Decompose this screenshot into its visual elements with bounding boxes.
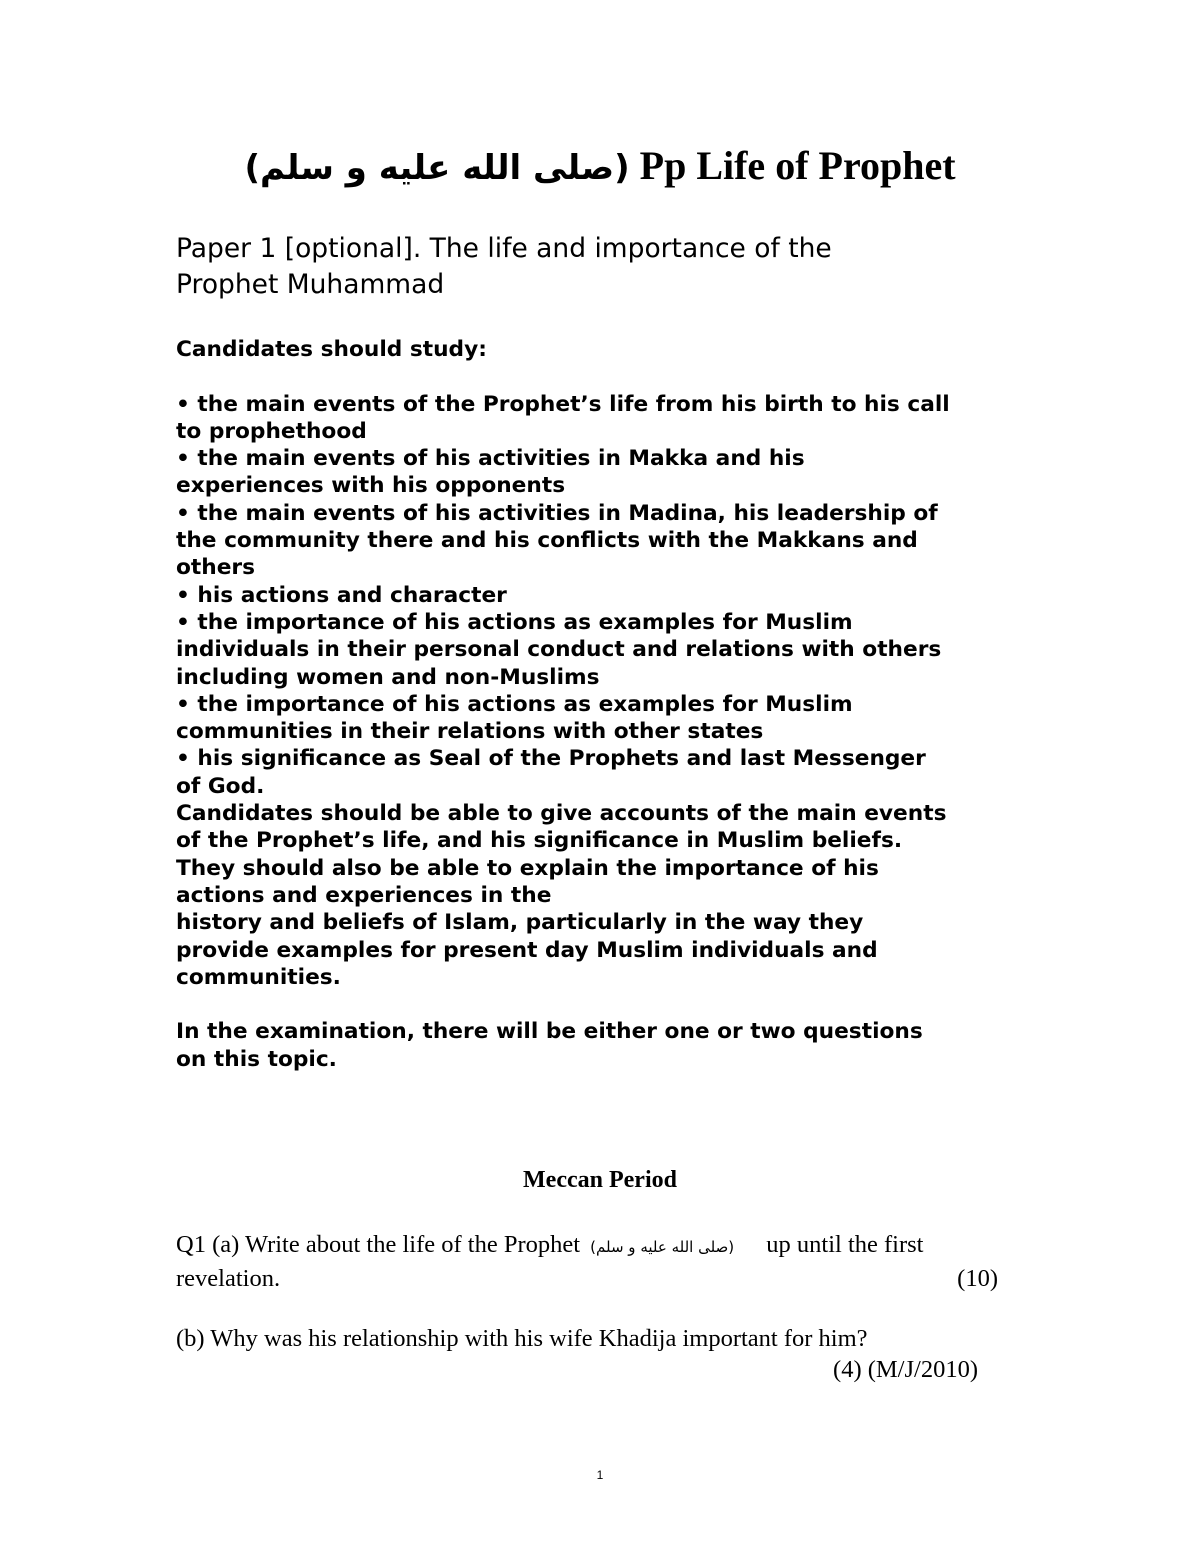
syllabus-line: individuals in their personal conduct and relations with others — [176, 637, 942, 663]
syllabus-line: provide examples for present day Muslim individuals and — [176, 937, 878, 963]
syllabus-line: of God. — [176, 773, 265, 799]
page-title — [0, 140, 1200, 194]
question-continuation: revelation. — [176, 1265, 281, 1292]
subtitle-line: Prophet Muhammad — [176, 269, 445, 300]
syllabus-line: • the main events of his activities in Madina, his leadership of — [176, 500, 938, 526]
spacer — [176, 991, 1036, 1018]
syllabus-line: others — [176, 555, 256, 581]
syllabus-line: Candidates should be able to give accounts of the main events — [176, 801, 947, 827]
subtitle-line: Paper 1 [optional]. The life and importance of the — [176, 233, 832, 264]
question-text: (b) Why was his relationship with his wife Khadija important for him? — [176, 1325, 868, 1352]
syllabus-line: • the importance of his actions as examples for Muslim — [176, 691, 853, 717]
syllabus-line: • the main events of his activities in Makka and his — [176, 446, 805, 472]
arabic-blessing: (صلى الله عليه و سلم) — [590, 1238, 735, 1256]
question-suffix: up until the first — [766, 1231, 924, 1258]
question-marks: (4) (M/J/2010) — [833, 1356, 978, 1383]
syllabus-line: • his significance as Seal of the Prophets and last Messenger — [176, 746, 926, 772]
syllabus-line: actions and experiences in the — [176, 882, 552, 908]
syllabus-line: • the main events of the Prophet’s life from his birth to his call — [176, 391, 950, 417]
syllabus-line: to prophethood — [176, 418, 367, 444]
syllabus-line: history and beliefs of Islam, particularly in the way they — [176, 910, 864, 936]
question-line — [176, 1263, 998, 1294]
title-text: Pp Life of Prophet — [639, 143, 956, 188]
syllabus-line: • the importance of his actions as examples for Muslim — [176, 609, 853, 635]
syllabus-line: • his actions and character — [176, 582, 507, 608]
question-line — [176, 1229, 998, 1263]
question-marks: (10) — [957, 1265, 998, 1292]
syllabus-line: of the Prophet’s life, and his significance in Muslim beliefs. — [176, 828, 903, 854]
title-arabic-blessing: (صلى الله عليه و سلم) — [244, 148, 630, 188]
syllabus-line: the community there and his conflicts with the Makkans and — [176, 528, 918, 554]
page-number: 1 — [596, 1468, 604, 1482]
question-1b — [176, 1323, 998, 1385]
exam-note-line: on this topic. — [176, 1046, 337, 1072]
question-1a — [176, 1229, 998, 1294]
syllabus-line: communities in their relations with other states — [176, 719, 764, 745]
syllabus-line: communities. — [176, 964, 341, 990]
syllabus-line: experiences with his opponents — [176, 473, 566, 499]
syllabus-section — [176, 336, 1036, 1073]
syllabus-line: including women and non-Muslims — [176, 664, 600, 690]
section-heading: Meccan Period — [523, 1167, 677, 1193]
syllabus-line: They should also be able to explain the importance of his — [176, 855, 879, 881]
paper-subtitle — [176, 231, 1036, 303]
syllabus-heading: Candidates should study: — [176, 337, 487, 362]
spacer — [176, 363, 1036, 390]
question-prefix: Q1 (a) Write about the life of the Prophet — [176, 1231, 581, 1258]
exam-note-line: In the examination, there will be either one or two questions — [176, 1019, 923, 1045]
